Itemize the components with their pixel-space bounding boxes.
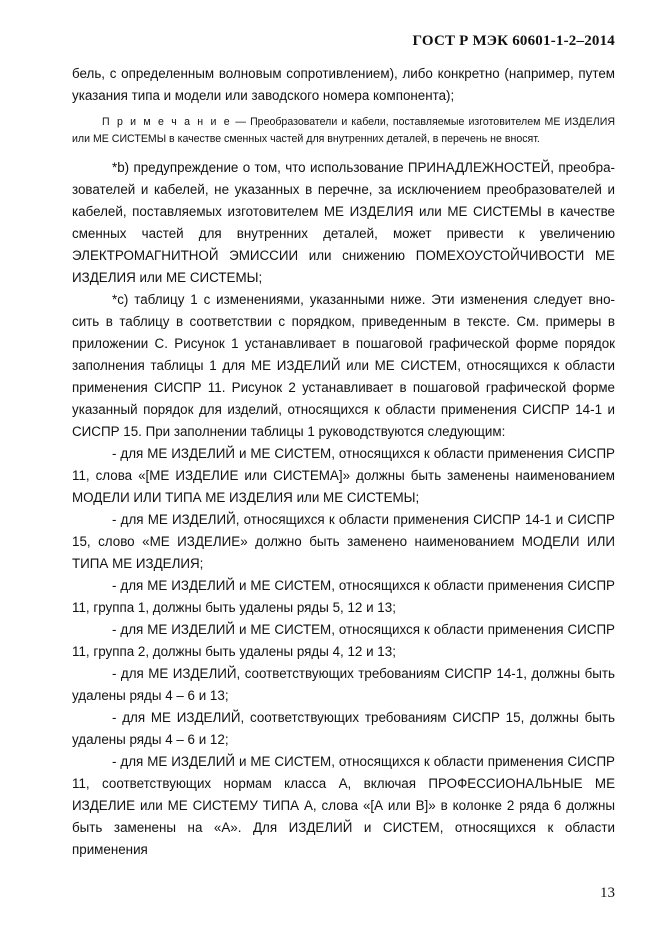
list-item: - для МЕ ИЗДЕЛИЙ, относящихся к области применения СИСПР 14-1 и СИСПР 15, слово «МЕ ИЗДЕЛИЕ» должно быть заменено наименованием МОДЕЛИ ИЛИ ТИПА МЕ ИЗДЕЛИЯ;: [72, 512, 615, 571]
list-item: - для МЕ ИЗДЕЛИЙ и МЕ СИСТЕМ, относящихся к области применения СИСПР 11, группа 1, должны быть удалены ряды 5, 12 и 13;: [72, 578, 615, 615]
list-item: - для МЕ ИЗДЕЛИЙ, соответствующих требованиям СИСПР 15, должны быть удалены ряды 4 – 6 и 12;: [72, 710, 615, 747]
note-paragraph: [72, 114, 615, 148]
note-label: П р и м е ч а н и е: [102, 116, 232, 128]
note-text: — Преобразователи и кабели, поставляемые изготовителем МЕ ИЗДЕЛИЯ или МЕ СИСТЕМЫ в качестве сменных частей для внутренних деталей, в перечень не вносят.: [72, 116, 615, 145]
list-item: - для МЕ ИЗДЕЛИЙ и МЕ СИСТЕМ, относящихся к области применения СИСПР 11, соответствующих нормам класса А, включая ПРОФЕССИОНАЛЬНЫЕ МЕ ИЗДЕЛИЕ или МЕ СИСТЕМУ ТИПА А, слова «[А или В]» в колонке 2 ряда 6 должны быть заменены на «А». Для ИЗДЕЛИЙ и СИСТЕМ, относящихся к области применения: [72, 754, 615, 857]
item-c-paragraph: *c) таблицу 1 с изменениями, указанными ниже. Эти изменения следует вно-сить в таблицу в соответствии с порядком, приведенным в тексте. См. примеры в приложении С. Рисунок 1 устанавливает в пошаговой графической форме порядок заполнения таблицы 1 для МЕ ИЗДЕЛИЙ или МЕ СИСТЕМ, относящихся к области применения СИСПР 11. Рисунок 2 устанавливает в пошаговой графической форме указанный порядок для изделий, относящихся к области применения СИСПР 14-1 и СИСПР 15. При заполнении таблицы 1 руководствуются следующим:: [72, 292, 615, 439]
page-number: 13: [600, 885, 615, 901]
continuation-paragraph: бель, с определенным волновым сопротивлением), либо конкретно (например, путем указания типа и модели или заводского номера компонента);: [72, 66, 615, 103]
item-b-paragraph: *b) предупреждение о том, что использование ПРИНАДЛЕЖНОСТЕЙ, преобра-зователей и кабелей, не указанных в перечне, за исключением преобразователей и кабелей, поставляемых изготовителем МЕ ИЗДЕЛИЯ или МЕ СИСТЕМЫ в качестве сменных частей для внутренних деталей, может привести к увеличению ЭЛЕКТРОМАГНИТНОЙ ЭМИССИИ или снижению ПОМЕХОУСТОЙЧИВОСТИ МЕ ИЗДЕЛИЯ или МЕ СИСТЕМЫ;: [72, 160, 615, 285]
document-header: ГОСТ Р МЭК 60601-1-2–2014: [412, 33, 615, 49]
document-body: [72, 63, 615, 861]
list-item: - для МЕ ИЗДЕЛИЙ и МЕ СИСТЕМ, относящихся к области применения СИСПР 11, слова «[МЕ ИЗДЕЛИЕ или СИСТЕМА]» должны быть заменены наименованием МОДЕЛИ ИЛИ ТИПА МЕ ИЗДЕЛИЯ или МЕ СИСТЕМЫ;: [72, 446, 615, 505]
list-item: - для МЕ ИЗДЕЛИЙ, соответствующих требованиям СИСПР 14-1, должны быть удалены ряды 4 – 6 и 13;: [72, 666, 615, 703]
list-item: - для МЕ ИЗДЕЛИЙ и МЕ СИСТЕМ, относящихся к области применения СИСПР 11, группа 2, должны быть удалены ряды 4, 12 и 13;: [72, 622, 615, 659]
